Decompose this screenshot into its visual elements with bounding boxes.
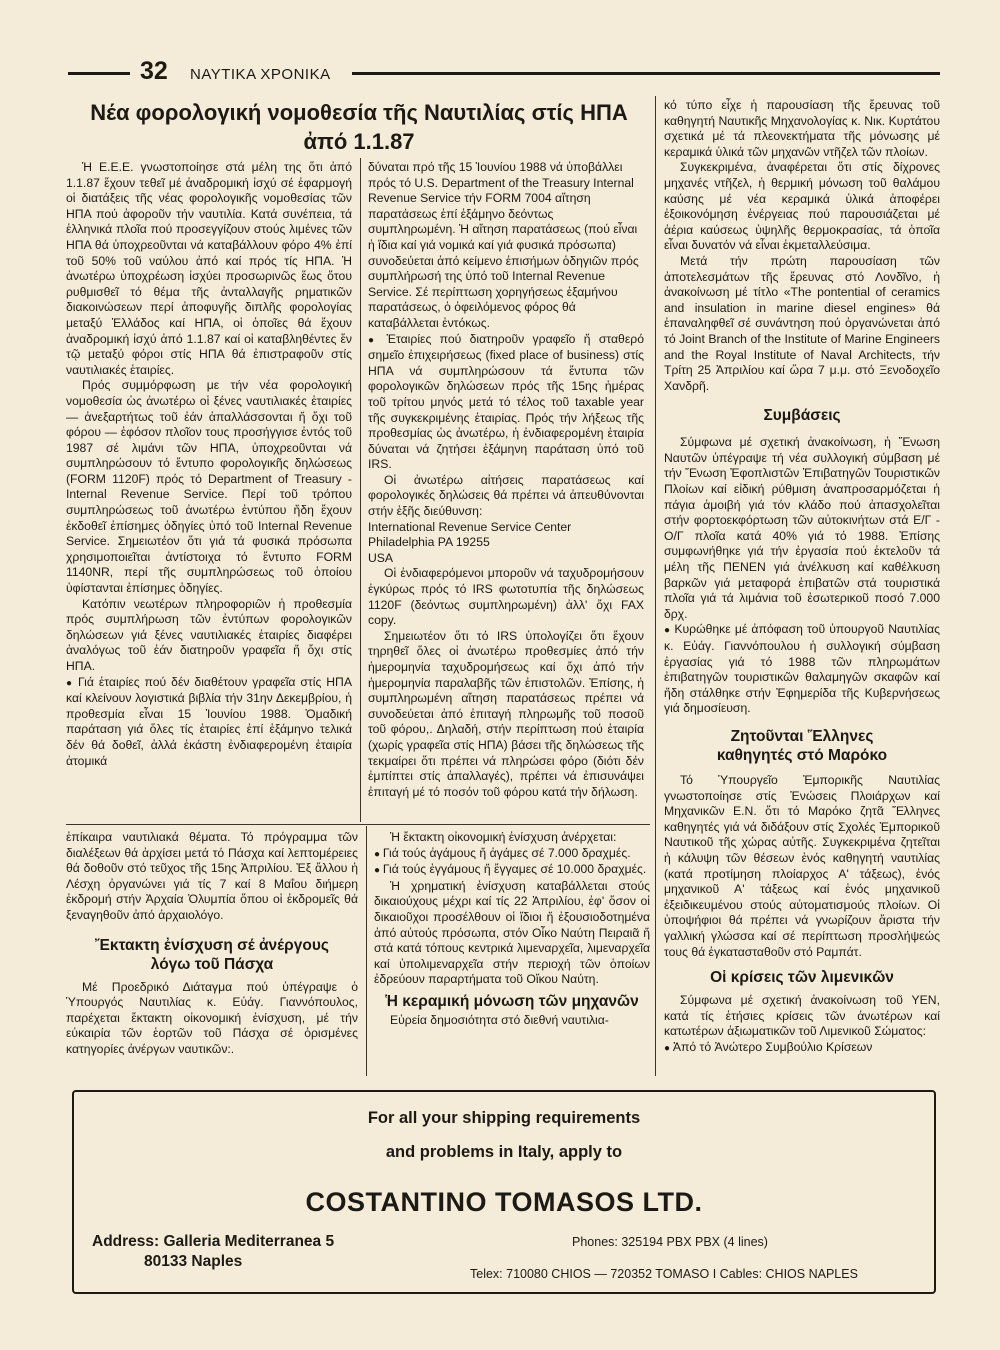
ad-phones: Phones: 325194 PBX PBX (4 lines) [572,1235,768,1249]
ad-address-line2: 80133 Naples [144,1253,243,1270]
ad-telex: Telex: 710080 CHIOS — 720352 TOMASO I Cables: CHIOS NAPLES [470,1267,858,1281]
lower-left-col1 [66,830,358,1058]
bullet-paragraph: ● Ἑταιρίες πού διατηροῦν γραφεῖο ἤ σταθερό σημεῖο ἐπιχειρήσεως (fixed place of business) στίς ΗΠΑ νά συμπληρώσουν τά ἔντυπα τῶν φορολογικῶν δηλώσεων πρός τῆς 15ης ἡμέρας τοῦ τρίτου μηνός μετά τό τέλος τοῦ taxable year τῆς συγκεκριμένης ἑταιρίας. Πρός τήν λήξεως τῆς προθεσμίας ὡς ἀνωτέρω, ἡ ἐνδιαφερομένη ἑταιρία δύναται νά ζητήσει ἑξάμηνη παράταση ὑπό τοῦ IRS. [368,332,644,473]
coast-guard-crises-heading: Οἱ κρίσεις τῶν λιμενικῶν [710,969,894,987]
paragraph: Μέ Προεδρικό Διάταγμα πού ὑπέγραψε ὁ Ὑπουργός Ναυτιλίας κ. Εὐάγ. Γιαννόπουλος, παρέχεται ἔκτακτη οἰκονομική ἐνίσχυση, μέ τήν εὐκαιρία τῶν ἑορτῶν τοῦ Πάσχα σέ ὁρισμένες κατηγορίες ἀνέργων ναυτικῶν:. [66,979,358,1056]
column-divider [655,96,656,1076]
main-article-col1 [66,160,352,769]
paragraph: Οἱ ἀνωτέρω αἰτήσεις παρατάσεως καί φορολογικές δηλώσεις θά πρέπει νά ἀπευθύνονται στήν ἑξῆς διεύθυνση: [368,472,644,519]
column-divider [360,158,361,822]
section-divider [66,824,650,825]
main-article-col2 [368,160,644,800]
paragraph: Οἱ ἐνδιαφερόμενοι μποροῦν νά ταχυδρομήσουν ἐγκύρως πρός τό IRS φωτοτυπία τῆς δηλώσεως 1120F (δεόντως συμπληρωμένη) ἀλλ' ὄχι FAX copy. [368,566,644,628]
paragraph: Κατόπιν νεωτέρων πληροφοριῶν ἡ προθεσμία πρός συμπλήρωση τῶν ἐντύπων φορολογικῶν δηλώσεων γιά ξένες ναυτιλιακές ἑταιρίες διαφέρει ἀναλόγως τοῦ ἐάν διατηροῦν γραφεῖα ἤ ὄχι στίς ΗΠΑ. [66,596,352,673]
ad-line1: For all your shipping requirements [367,1109,641,1127]
main-article-title [60,98,658,156]
paragraph: Σημειωτέον ὅτι τό IRS ὑπολογίζει ὅτι ἔχουν τηρηθεῖ ὅλες οἱ ἀνωτέρω προθεσμίες ἀπό τήν ἡμερομηνία ταχυδρομήσεως καί ὄχι ἀπό τήν ἡμερομηνία παραλαβῆς τῶν ἐπιστολῶν. Ἐπίσης, ἡ συμπληρωμένη αἴτηση παρατάσεως πρέπει νά συνοδεύεται ἀπό ἐπιταγή πληρωμῆς τοῦ ποσοῦ τοῦ φόρου,. Δηλαδή, στήν περίπτωση πού ἑταιρία (χωρίς γραφεῖα στίς ΗΠΑ) βάσει τῆς δηλώσεως τῆς τεκμαίρει ὅτι πρέπει νά πληρώσει φόρο (διότι δέν ἐμπίπτει στίς ἀπαλλαγές), πρέπει νά ἐπισυνάψει ἐπιταγή μέ τό ποσόν τοῦ φόρου κατά τήν δήλωση. [368,628,644,799]
ad-line2: and problems in Italy, apply to [385,1143,623,1161]
header-rule-left [68,72,130,75]
paragraph: Τό Ὑπουργεῖο Ἐμπορικῆς Ναυτιλίας γνωστοποίησε στίς Ἑνώσεις Πλοιάρχων καί Μηχανικῶν Ε.Ν. ὅτι τό Μαρόκο ζητᾶ Ἕλληνες καθηγητές γιά νά διδάξουν στίς Σχολές Ἐμπορικοῦ Ναυτικοῦ τῆς χώρας αὐτῆς. Συγκεκριμένα ζητεῖται ἡ κάλυψη τῶν θέσεων ἑνός καθηγητή ναυτιλίας (κατά προτίμηση πλοίαρχος Α' τάξεως), ἑνός μηχανικοῦ Α' τάξεως καί ἑνός μηχανικοῦ ἐξειδικευμένου στούς αὐτοματισμούς πλοίων. Οἱ ὑποψήφιοι θά πρέπει νά γνωρίζουν ἄριστα τήν γαλλική γλώσσα καί σέ περίπτωση προσλήψεώς τους θά ἐγκατασταθοῦν στό Ραμπάτ. [664,772,940,959]
bullet-paragraph: ● Ἀπό τό Ἀνώτερο Συμβούλιο Κρίσεων [664,1040,940,1057]
bullet-paragraph: ● Γιά τούς ἀγάμους ἤ ἀγάμες σέ 7.000 δραχμές. [374,846,650,863]
paragraph: Μετά τήν πρώτη παρουσίαση τῶν ἀποτελεσμάτων τῆς ἔρευνας στό Λονδῖνο, ἡ ἀνακοίνωση μέ τίτλο «The pontential of ceramics and insulation in marine diesel engines» θά ἐπαναληφθεῖ σέ συνάντηση πού ὀργανώνεται ἀπό τό Joint Branch of the Institute of Marine Engineers and the Royal Institute of Naval Architects, τήν Τρίτη 25 Ἀπριλίου καί ὥρα 7 μ.μ. στό Ξενοδοχεῖο Χανδρῆ. [664,253,940,393]
main-title-line2: ἀπό 1.1.87 [303,129,415,154]
paragraph: δύναται πρό τῆς 15 Ἰουνίου 1988 νά ὑποβάλλει πρός τό U.S. Department of the Treasury Internal Revenue Service τήν FORM 7004 αἴτηση παρατάσεως ἐπί ἑξάμηνο δεόντως συμπληρωμένη. Ἡ αἴτηση παρατάσεως (πού εἶναι ἡ ἴδια καί γιά νομικά καί γιά φυσικά πρόσωπα) συνοδεύεται ἀπό κείμενο ἐπισήμων ὁδηγιῶν πρός συμπλήρωσή της ὑπό τοῦ Internal Revenue Service. Σέ περίπτωση χορηγήσεως ἑξαμήνου παρατάσεως, ὁ ὀφειλόμενος φόρος θά καταβάλλεται ἐντόκως. [368,160,639,330]
ad-address-line1: Address: Galleria Mediterranea 5 [92,1233,335,1250]
paragraph: Ἡ χρηματική ἐνίσχυση καταβάλλεται στούς δικαιούχους μέχρι καί τίς 22 Ἀπριλίου, ἐφ' ὅσον οἱ δικαιοῦχοι προσέλθουν οἱ ἴδιοι ἤ ἐξουσιοδοτημένα ἀπό αὐτούς πρόσωπα, στόν Οἶκο Ναύτη Πειραιᾶ ἤ στά κατά τόπους κεντρικά λιμεναρχεῖα, λιμεναρχεῖα καί ὑπολιμεναρχεῖα στήν περιοχή τῶν ὁποίων ἐδρεύουν παραρτήματα τοῦ Οἴκου Ναύτη. [374,878,650,987]
paragraph: Πρός συμμόρφωση με τήν νέα φορολογική νομοθεσία ὡς ἀνωτέρω οἱ ξένες ναυτιλιακές ἑταιρίες — ἀνεξαρτήτως τοῦ ἐάν ἀπαλλάσσονται ἤ ὄχι τοῦ φόρου — ἐφόσον πλοῖον τους προσήγγισε ἐντός τοῦ 1987 σέ λιμάνι τῶν ΗΠΑ, ὑποχρεοῦνται νά συμπληρώσουν τό ἔντυπο φορολογικῆς δηλώσεως (FORM 1120F) πρός τό Department of Treasury - Internal Revenue Service. Περί τοῦ τρόπου συμπληρώσεως τοῦ ἀνωτέρω ἐντύπου ἤδη ἔχουν ἐκδοθεῖ ἐπίσημες ὁδηγίες ὑπό τοῦ Internal Revenue Service. Σημειωτέον ὅτι γιά τά φυσικά πρόσωπα χρησιμοποιεῖται ἀντίστοιχα τό ἔντυπο FORM 1140NR, περί τῆς συμπληρώσεως τοῦ ὁποίου ὑφίστανται ἐπίσημες ὁδηγίες. [66,378,352,596]
morocco-heading-line1: Ζητοῦνται Ἕλληνες [730,727,874,745]
paragraph: Ἡ ἔκτακτη οἰκονομική ἐνίσχυση ἀνέρχεται: [390,830,617,844]
ceramic-insulation-heading: Ἡ κεραμική μόνωση τῶν μηχανῶν [385,992,639,1010]
paragraph: Σύμφωνα μέ σχετική ἀνακοίνωση, ἡ Ἕνωση Ναυτῶν ὑπέγραψε τή νέα συλλογική σύμβαση μέ τήν Ἕνωση Ἐφοπλιστῶν Ἐπιβατηγῶν Τουριστικῶν Πλοίων καί εἰδική ρύθμιση ἀναπροσαρμόζεται ἡ πάγια ἀμοιβή γιά τόν κλάδο πού ἀπασχολεῖται στήν φορτοεκφόρτωση τῶν αὐτοκινήτων στά Ε/Γ - Ο/Γ πλοῖα κατά 40% γιά τό 1988. Ἐπίσης συμφωνήθηκε γιά τήν ἐργασία πού ἐκτελοῦν τά μέλη τῆς ΠΕΝΕΝ γιά ἀνέλκυση καί καθέλκυση βαρκῶν γιά μεταφορά ἐπιβατῶν στά τουριστικά πλοῖα γιά τά λιμάνια τοῦ ἐσωτερικοῦ ποσό 7.000 δρχ. [664,435,940,621]
magazine-name: ΝΑΥΤΙΚΑ ΧΡΟΝΙΚΑ [190,66,331,83]
ad-address [92,1232,334,1272]
address-line: Philadelphia PA 19255 [368,535,490,550]
main-title-line1: Νέα φορολογική νομοθεσία τῆς Ναυτιλίας στίς ΗΠΑ [90,100,628,125]
ad-company-name: COSTANTINO TOMASOS LTD. [305,1187,703,1217]
bullet-paragraph: ● Γιά τούς ἐγγάμους ἤ ἔγγαμες σέ 10.000 δραχμές. [374,862,650,879]
bullet-paragraph: ● Γιά ἑταιρίες πού δέν διαθέτουν γραφεῖα στίς ΗΠΑ καί κλείνουν λογιστικά βιβλία τήν 31ην Δεκεμβρίου, ἡ προθεσμία εἶναι 15 Ἰουνίου 1988. Ὁμαδική παράταση γιά ὅλες τίς ἑταιρίες ἐπί ἑξάμηνο τελικά δέν θά δοθεῖ, ἀλλά ἑκάστη ἐνδιαφερομένη ἑταιρία ἀτομικά [66,675,352,770]
morocco-heading-line2: καθηγητές στό Μαρόκο [716,746,888,764]
advertisement-box [72,1090,936,1294]
bullet-paragraph: ● Κυρώθηκε μέ ἀπόφαση τοῦ ὑπουργοῦ Ναυτιλίας κ. Εὐάγ. Γιαννόπουλου ἡ συλλογική σύμβαση ἐργασίας γιά τό 1988 τῶν πληρωμάτων ἐπιβατηγῶν τουριστικῶν θαλαμηγῶν σκαφῶν καί ἤδη στάλθηκε στήν Ἐφημερίδα τῆς Κυβερνήσεως γιά δημοσίευση. [664,622,940,717]
contracts-heading: Συμβάσεις [763,407,841,425]
morocco-heading [664,727,940,765]
paragraph: Ἡ Ε.Ε.Ε. γνωστοποίησε στά μέλη της ὅτι ἀπό 1.1.87 ἔχουν τεθεῖ μέ ἀναδρομική ἰσχύ σέ ἐφαρμογή οἱ διατάξεις τῆς νέας φορολογικῆς νομοθεσίας τῶν ΗΠΑ πού ἀφοροῦν τήν ναυτιλία. Κατά συνέπεια, τά ἑλληνικά πλοῖα πού προσεγγίζουν στούς λιμένες τῶν ΗΠΑ θά ὑποχρεοῦνται νά καταβάλλουν φόρο 4% ἐπί τοῦ 50% τοῦ ναύλου ἀπό καί πρός τίς ΗΠΑ. Ἡ ἀνωτέρω ὑποχρέωση ἰσχύει προσωρινῶς ἕως ὅτου ρυθμισθεῖ τό θέμα τῆς ἀνταλλαγῆς ρηματικῶν διακοινώσεων περί ἀποφυγῆς διπλῆς φορολογίας μεταξύ Ἑλλάδος καί ΗΠΑ, οἱ ὁποῖες θά ἔχουν ἀναδρομική ἰσχύ ἀπό 1.1.87 καί οἱ καταβληθέντες ἕν τῷ μεταξύ φόροι στίς ΗΠΑ θά ἐπιστραφοῦν στίς ναυτιλιακές ἑταιρίες. [66,160,352,377]
column-divider [366,826,367,1076]
address-line: USA [368,550,394,565]
right-column [664,98,940,1056]
address-line: International Revenue Service Center [368,519,572,534]
paragraph: κό τύπο εἶχε ἡ παρουσίαση τῆς ἔρευνας τοῦ καθηγητή Ναυτικῆς Μηχανολογίας κ. Νικ. Κυρτάτου σχετικά μέ τά πλεονεκτήματα τῆς μόνωσης μέ κεραμικά ὑλικά τῶν μηχανῶν ντῆζελ τῶν πλοίων. [664,98,940,159]
easter-heading-line2: λόγω τοῦ Πάσχα [150,955,274,973]
easter-aid-heading [66,936,358,974]
header-rule-right [352,72,940,75]
paragraph: Συγκεκριμένα, ἀναφέρεται ὅτι στίς δίχρονες μηχανές ντῆζελ, ἡ θερμική μόνωση τοῦ θαλάμου καύσης μέ νέα κεραμικά ὑλικά ἀποφέρει ἐξοικονόμηση ἐνέργειας πού παρουσιάζεται μέ ἀέρια καύσεως ὑψηλῆς θερμοκρασίας, τά ὁποῖα εἶναι δυνατόν νά εἶναι ἐκμεταλλεύσιμα. [664,160,940,253]
easter-heading-line1: Ἔκτακτη ἐνίσχυση σέ ἀνέργους [95,936,329,954]
paragraph: Σύμφωνα μέ σχετική ἀνακοίνωση τοῦ ΥΕΝ, κατά τίς ἐτήσιες κρίσεις τῶν ἀνωτέρων καί κατωτέρων ἀξιωματικῶν τοῦ Λιμενικοῦ Σώματος: [664,993,940,1039]
lower-left-col2 [374,830,650,1029]
paragraph: ἐπίκαιρα ναυτιλιακά θέματα. Τό πρόγραμμα τῶν διαλέξεων θά ἀρχίσει μετά τό Πάσχα καί λεπτομέρειες θά δοθοῦν στό τεῦχος τῆς 15ης Ἀπριλίου. Ἐξ ἄλλου ἡ Λέσχη ὀργανώνει γιά τίς 7 καί 8 Μαΐου διήμερη ἐκδρομή στήν Ἀρχαία Ὀλυμπία ὅπου οἱ ἐκδρομεῖς θά ξεναγηθοῦν ἀπό ἀρχαιολόγο. [66,830,358,922]
paragraph: Εὐρεία δημοσιότητα στό διεθνή ναυτιλια- [390,1012,609,1027]
page-number: 32 [140,57,168,85]
